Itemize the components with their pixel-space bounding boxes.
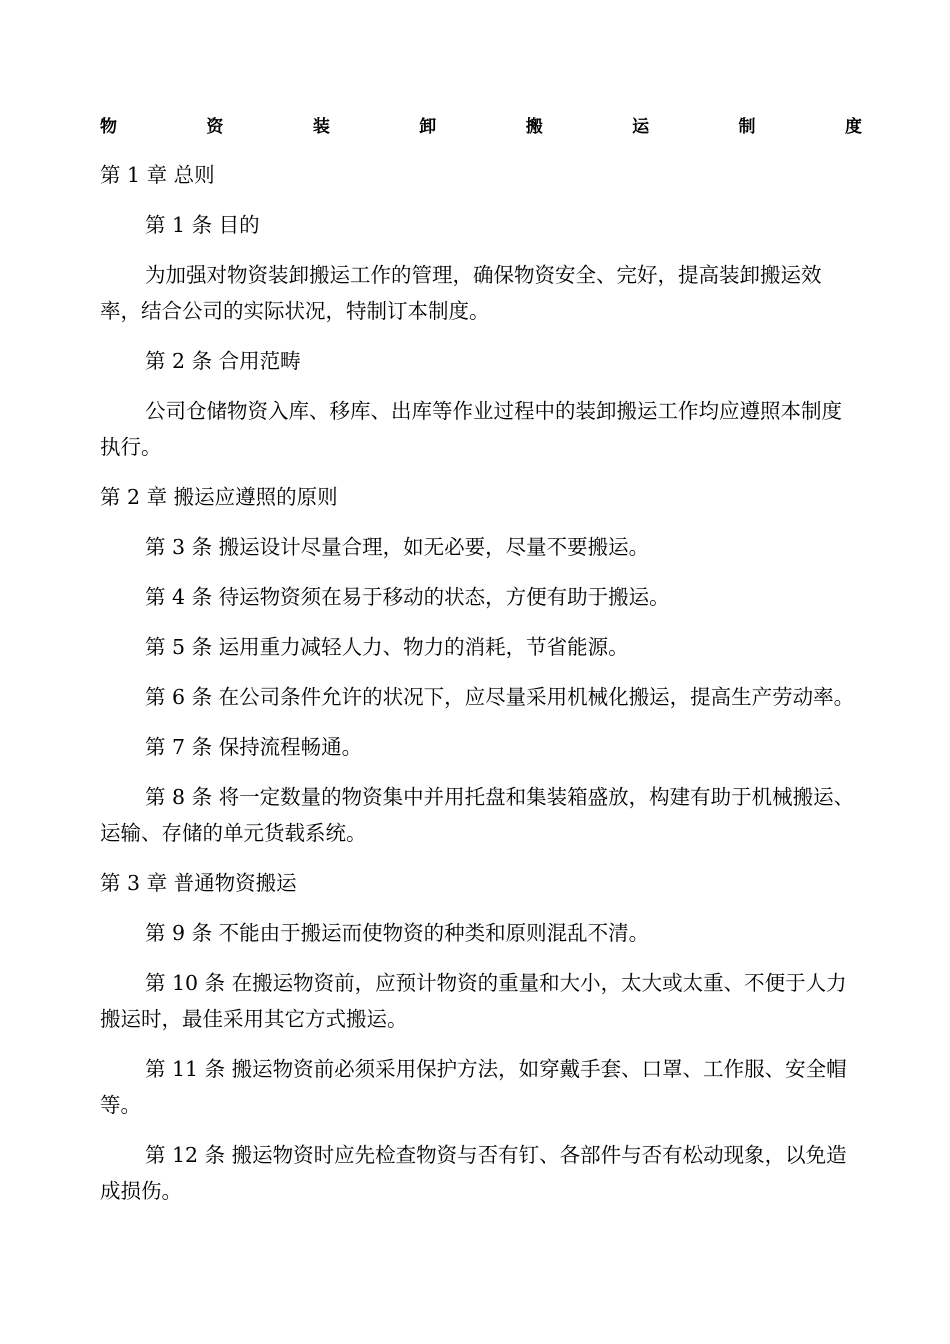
title-char: 卸 bbox=[419, 117, 437, 137]
title-char: 度 bbox=[844, 117, 862, 137]
article-paragraph: 第 5 条 运用重力减轻人力、物力的消耗，节省能源。 bbox=[145, 635, 629, 659]
article-paragraph: 第 12 条 搬运物资时应先检查物资与否有钉、各部件与否有松动现象，以免造成损伤。 bbox=[100, 1143, 847, 1203]
article-paragraph: 第 9 条 不能由于搬运而使物资的种类和原则混乱不清。 bbox=[145, 921, 650, 945]
document-title bbox=[100, 112, 862, 137]
document-body bbox=[100, 157, 862, 1223]
title-char: 运 bbox=[632, 117, 650, 137]
article-paragraph: 第 4 条 待运物资须在易于移动的状态，方便有助于搬运。 bbox=[145, 585, 670, 609]
title-char: 物 bbox=[100, 117, 117, 137]
article-paragraph: 第 8 条 将一定数量的物资集中并用托盘和集装箱盛放，构建有助于机械搬运、运输、存储的单元货载系统。 bbox=[100, 785, 855, 845]
article-paragraph: 第 7 条 保持流程畅通。 bbox=[145, 735, 363, 759]
title-char: 资 bbox=[206, 117, 224, 137]
title-char: 制 bbox=[738, 117, 756, 137]
article-paragraph: 第 6 条 在公司条件允许的状况下，应尽量采用机械化搬运，提高生产劳动率。 bbox=[145, 685, 855, 709]
article-paragraph: 第 10 条 在搬运物资前，应预计物资的重量和大小，太大或太重、不便于人力搬运时，最佳采用其它方式搬运。 bbox=[100, 971, 847, 1031]
chapter-heading: 第 2 章 搬运应遵照的原则 bbox=[100, 485, 338, 509]
title-char: 装 bbox=[312, 117, 330, 137]
chapter-heading: 第 1 章 总则 bbox=[100, 163, 215, 187]
article-heading: 第 1 条 目的 bbox=[145, 213, 260, 237]
title-char: 搬 bbox=[525, 117, 543, 137]
chapter-heading: 第 3 章 普通物资搬运 bbox=[100, 871, 297, 895]
article-paragraph: 第 11 条 搬运物资前必须采用保护方法，如穿戴手套、口罩、工作服、安全帽等。 bbox=[100, 1057, 847, 1117]
body-paragraph: 公司仓储物资入库、移库、出库等作业过程中的装卸搬运工作均应遵照本制度执行。 bbox=[100, 399, 842, 459]
article-heading: 第 2 条 合用范畴 bbox=[145, 349, 301, 373]
article-paragraph: 第 3 条 搬运设计尽量合理，如无必要，尽量不要搬运。 bbox=[145, 535, 650, 559]
body-paragraph: 为加强对物资装卸搬运工作的管理，确保物资安全、完好，提高装卸搬运效率，结合公司的实际状况，特制订本制度。 bbox=[100, 263, 822, 323]
